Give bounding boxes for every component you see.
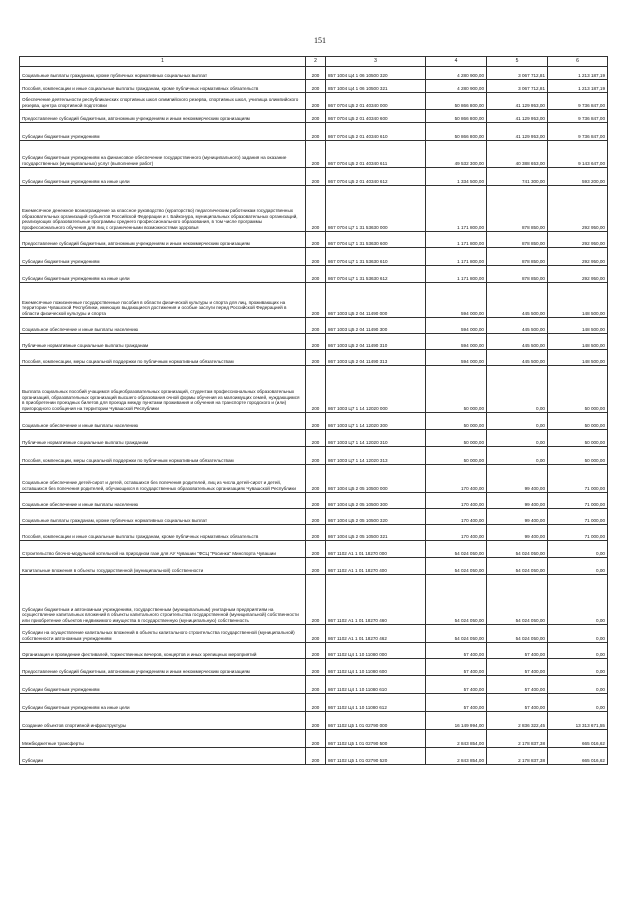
row-description: Субсидии на осуществление капитальных вложений в объекты капитального строительства государственной (муниципальной) собственности автономным учреждениям bbox=[20, 625, 306, 643]
row-remaining-amount: 0,00 bbox=[548, 575, 608, 625]
row-executed-amount: 57 400,00 bbox=[487, 659, 548, 676]
row-description: Предоставление субсидий бюджетным, автономным учреждениям и иным некоммерческим организациям bbox=[20, 232, 306, 248]
row-budget-code: 867 0704 Ц5 2 01 40340 611 bbox=[326, 141, 426, 168]
table-row bbox=[20, 447, 608, 465]
row-executed-amount: 0,00 bbox=[487, 413, 548, 430]
row-remaining-amount: 1 213 187,19 bbox=[548, 80, 608, 93]
header-col-remaining: 6 bbox=[548, 57, 608, 67]
header-col-budget-code: 3 bbox=[326, 57, 426, 67]
row-line-code: 200 bbox=[306, 625, 326, 643]
row-line-code: 200 bbox=[306, 123, 326, 141]
row-executed-amount: 3 067 712,81 bbox=[487, 67, 548, 80]
row-description: Ежемесячное денежное вознаграждение за классное руководство (кураторство) педагогическим работникам государственных образовательных организаций субъектов Российской Федерации и г. Байконура, муниципальных образовательных организаций, реализующих образовательные программы среднего профессионального образования, в том числе программы профессионального обучения для лиц с ограниченными возможностями здоровья bbox=[20, 186, 306, 232]
row-line-code: 200 bbox=[306, 248, 326, 266]
row-line-code: 200 bbox=[306, 659, 326, 676]
row-line-code: 200 bbox=[306, 186, 326, 232]
row-approved-amount: 594 000,00 bbox=[426, 318, 487, 334]
row-description: Пособия, компенсации и иные социальные выплаты гражданам, кроме публичных нормативных обязательств bbox=[20, 525, 306, 541]
row-executed-amount: 741 300,00 bbox=[487, 168, 548, 186]
table-row bbox=[20, 93, 608, 110]
row-executed-amount: 99 400,00 bbox=[487, 493, 548, 509]
row-budget-code: 867 1102 Ц5 1 01 02790 500 bbox=[326, 730, 426, 748]
page-number: 151 bbox=[314, 36, 326, 45]
row-description: Публичные нормативные социальные выплаты гражданам bbox=[20, 334, 306, 350]
row-approved-amount: 50 000,00 bbox=[426, 430, 487, 447]
row-executed-amount: 41 129 953,00 bbox=[487, 123, 548, 141]
row-description: Субсидии bbox=[20, 748, 306, 765]
row-remaining-amount: 0,00 bbox=[548, 694, 608, 712]
row-budget-code: 867 1003 Ц5 2 04 11490 300 bbox=[326, 318, 426, 334]
table-row bbox=[20, 509, 608, 525]
table-row bbox=[20, 123, 608, 141]
table-row bbox=[20, 350, 608, 366]
row-line-code: 200 bbox=[306, 447, 326, 465]
row-executed-amount: 54 024 050,00 bbox=[487, 558, 548, 575]
row-remaining-amount: 292 950,00 bbox=[548, 248, 608, 266]
row-approved-amount: 54 024 050,00 bbox=[426, 625, 487, 643]
row-line-code: 200 bbox=[306, 80, 326, 93]
header-col-description: 1 bbox=[20, 57, 306, 67]
row-line-code: 200 bbox=[306, 366, 326, 413]
row-remaining-amount: 148 500,00 bbox=[548, 318, 608, 334]
row-description: Субсидии бюджетным учреждениям bbox=[20, 123, 306, 141]
table-row bbox=[20, 186, 608, 232]
row-line-code: 200 bbox=[306, 748, 326, 765]
row-executed-amount: 445 500,00 bbox=[487, 350, 548, 366]
row-description: Предоставление субсидий бюджетным, автономным учреждениям и иным некоммерческим организациям bbox=[20, 659, 306, 676]
table-row bbox=[20, 80, 608, 93]
row-description: Субсидии бюджетным учреждениям bbox=[20, 676, 306, 694]
row-line-code: 200 bbox=[306, 430, 326, 447]
row-approved-amount: 2 843 854,00 bbox=[426, 748, 487, 765]
row-executed-amount: 445 500,00 bbox=[487, 318, 548, 334]
row-budget-code: 867 0704 Ц7 1 31 53630 612 bbox=[326, 266, 426, 283]
row-executed-amount: 878 850,00 bbox=[487, 266, 548, 283]
row-budget-code: 867 1003 Ц5 2 04 11490 000 bbox=[326, 283, 426, 318]
row-description: Социальные выплаты гражданам, кроме публичных нормативных социальных выплат bbox=[20, 67, 306, 80]
table-row bbox=[20, 525, 608, 541]
row-line-code: 200 bbox=[306, 110, 326, 123]
row-approved-amount: 54 024 050,00 bbox=[426, 575, 487, 625]
row-description: Создание объектов спортивной инфраструктуры bbox=[20, 712, 306, 730]
row-approved-amount: 2 843 854,00 bbox=[426, 730, 487, 748]
table-row bbox=[20, 748, 608, 765]
row-line-code: 200 bbox=[306, 525, 326, 541]
row-remaining-amount: 292 950,00 bbox=[548, 232, 608, 248]
row-remaining-amount: 50 000,00 bbox=[548, 447, 608, 465]
row-line-code: 200 bbox=[306, 93, 326, 110]
row-line-code: 200 bbox=[306, 266, 326, 283]
row-remaining-amount: 71 000,00 bbox=[548, 509, 608, 525]
row-remaining-amount: 50 000,00 bbox=[548, 366, 608, 413]
row-remaining-amount: 148 500,00 bbox=[548, 350, 608, 366]
row-approved-amount: 50 866 800,00 bbox=[426, 123, 487, 141]
row-description: Социальные выплаты гражданам, кроме публичных нормативных социальных выплат bbox=[20, 509, 306, 525]
row-line-code: 200 bbox=[306, 318, 326, 334]
row-budget-code: 867 1102 А1 1 01 18270 000 bbox=[326, 541, 426, 558]
row-line-code: 200 bbox=[306, 575, 326, 625]
row-budget-code: 867 1102 Ц5 1 01 02790 520 bbox=[326, 748, 426, 765]
row-remaining-amount: 0,00 bbox=[548, 541, 608, 558]
row-line-code: 200 bbox=[306, 558, 326, 575]
row-executed-amount: 445 500,00 bbox=[487, 334, 548, 350]
row-description: Субсидии бюджетным учреждениям bbox=[20, 248, 306, 266]
row-remaining-amount: 9 736 847,00 bbox=[548, 110, 608, 123]
row-approved-amount: 50 000,00 bbox=[426, 447, 487, 465]
row-budget-code: 867 1003 Ц7 1 14 12020 000 bbox=[326, 366, 426, 413]
row-executed-amount: 878 850,00 bbox=[487, 186, 548, 232]
row-remaining-amount: 0,00 bbox=[548, 676, 608, 694]
row-budget-code: 867 1102 Ц4 1 10 11080 600 bbox=[326, 659, 426, 676]
row-budget-code: 867 1102 Ц4 1 10 11080 610 bbox=[326, 676, 426, 694]
row-approved-amount: 594 000,00 bbox=[426, 334, 487, 350]
table-row bbox=[20, 430, 608, 447]
row-approved-amount: 594 000,00 bbox=[426, 283, 487, 318]
header-col-executed: 5 bbox=[487, 57, 548, 67]
table-row bbox=[20, 232, 608, 248]
row-approved-amount: 170 400,00 bbox=[426, 509, 487, 525]
header-col-approved: 4 bbox=[426, 57, 487, 67]
row-description: Социальное обеспечение детей-сирот и детей, оставшихся без попечения родителей, лиц из числа детей-сирот и детей, оставшихся без попечения родителей, обучающихся в государственных образовательных организациях Чувашской Республики bbox=[20, 465, 306, 493]
row-executed-amount: 57 400,00 bbox=[487, 676, 548, 694]
row-description: Межбюджетные трансферты bbox=[20, 730, 306, 748]
table-row bbox=[20, 676, 608, 694]
row-line-code: 200 bbox=[306, 413, 326, 430]
row-remaining-amount: 13 313 671,55 bbox=[548, 712, 608, 730]
row-executed-amount: 878 850,00 bbox=[487, 248, 548, 266]
table-row bbox=[20, 366, 608, 413]
row-budget-code: 867 1102 А1 1 01 18270 462 bbox=[326, 625, 426, 643]
row-remaining-amount: 50 000,00 bbox=[548, 413, 608, 430]
table-row bbox=[20, 712, 608, 730]
table-row bbox=[20, 493, 608, 509]
row-line-code: 200 bbox=[306, 232, 326, 248]
row-description: Пособия, компенсации, меры социальной поддержки по публичным нормативным обязательствам bbox=[20, 447, 306, 465]
row-executed-amount: 2 178 837,38 bbox=[487, 730, 548, 748]
row-line-code: 200 bbox=[306, 350, 326, 366]
table-row bbox=[20, 541, 608, 558]
row-approved-amount: 57 400,00 bbox=[426, 676, 487, 694]
row-description: Субсидии бюджетным и автономным учреждениям, государственным (муниципальным) унитарным предприятиям на осуществление капитальных вложений в объекты капитального строительства государственной (муниципальной) собственности или приобретение объектов недвижимого имущества в государственную (муниципальную) собственность bbox=[20, 575, 306, 625]
table-row bbox=[20, 575, 608, 625]
row-executed-amount: 99 400,00 bbox=[487, 465, 548, 493]
row-remaining-amount: 593 200,00 bbox=[548, 168, 608, 186]
row-budget-code: 867 1004 Ц5 2 05 10500 000 bbox=[326, 465, 426, 493]
row-description: Субсидии бюджетным учреждениям на иные цели bbox=[20, 694, 306, 712]
row-executed-amount: 2 836 322,45 bbox=[487, 712, 548, 730]
table-header-row bbox=[20, 57, 608, 67]
row-budget-code: 867 0704 Ц5 2 01 40340 610 bbox=[326, 123, 426, 141]
row-executed-amount: 0,00 bbox=[487, 430, 548, 447]
row-budget-code: 867 0704 Ц5 2 01 40340 612 bbox=[326, 168, 426, 186]
row-approved-amount: 57 400,00 bbox=[426, 643, 487, 659]
row-approved-amount: 57 400,00 bbox=[426, 659, 487, 676]
row-executed-amount: 99 400,00 bbox=[487, 525, 548, 541]
row-budget-code: 867 0704 Ц5 2 01 40340 600 bbox=[326, 110, 426, 123]
row-description: Строительство блочно-модульной котельной на природном газе для АУ Чувашии "ФСЦ "Росинка" Минспорта Чувашии bbox=[20, 541, 306, 558]
row-remaining-amount: 0,00 bbox=[548, 659, 608, 676]
row-description: Пособия, компенсации и иные социальные выплаты гражданам, кроме публичных нормативных обязательств bbox=[20, 80, 306, 93]
table-row bbox=[20, 248, 608, 266]
table-row bbox=[20, 694, 608, 712]
row-executed-amount: 41 129 953,00 bbox=[487, 93, 548, 110]
row-line-code: 200 bbox=[306, 730, 326, 748]
row-approved-amount: 1 171 800,00 bbox=[426, 232, 487, 248]
row-remaining-amount: 665 016,62 bbox=[548, 748, 608, 765]
row-line-code: 200 bbox=[306, 334, 326, 350]
row-remaining-amount: 665 016,62 bbox=[548, 730, 608, 748]
row-budget-code: 867 1003 Ц5 2 04 11490 313 bbox=[326, 350, 426, 366]
table-row bbox=[20, 67, 608, 80]
row-line-code: 200 bbox=[306, 465, 326, 493]
row-approved-amount: 1 334 500,00 bbox=[426, 168, 487, 186]
row-executed-amount: 54 024 050,00 bbox=[487, 575, 548, 625]
row-budget-code: 867 1102 Ц5 1 01 02790 000 bbox=[326, 712, 426, 730]
row-remaining-amount: 0,00 bbox=[548, 625, 608, 643]
row-remaining-amount: 1 213 187,19 bbox=[548, 67, 608, 80]
table-row bbox=[20, 266, 608, 283]
row-executed-amount: 445 500,00 bbox=[487, 283, 548, 318]
row-remaining-amount: 148 500,00 bbox=[548, 334, 608, 350]
row-description: Ежемесячные пожизненные государственные пособия в области физической культуры и спорта для лиц, проживающих на территории Чувашской Республики, имеющих выдающиеся достижения и особые заслуги перед Российской Федерацией в области физической культуры и спорта bbox=[20, 283, 306, 318]
row-budget-code: 867 1004 Ц5 2 05 10500 321 bbox=[326, 525, 426, 541]
row-approved-amount: 1 171 800,00 bbox=[426, 266, 487, 283]
row-executed-amount: 57 400,00 bbox=[487, 694, 548, 712]
row-budget-code: 867 1003 Ц7 1 14 12020 310 bbox=[326, 430, 426, 447]
row-budget-code: 867 1003 Ц7 1 14 12020 300 bbox=[326, 413, 426, 430]
row-executed-amount: 3 067 712,81 bbox=[487, 80, 548, 93]
table-row bbox=[20, 659, 608, 676]
table-row bbox=[20, 318, 608, 334]
row-approved-amount: 4 280 900,00 bbox=[426, 80, 487, 93]
row-approved-amount: 54 024 050,00 bbox=[426, 541, 487, 558]
row-description: Пособия, компенсации, меры социальной поддержки по публичным нормативным обязательствам bbox=[20, 350, 306, 366]
table-body bbox=[20, 67, 608, 765]
row-line-code: 200 bbox=[306, 541, 326, 558]
row-line-code: 200 bbox=[306, 283, 326, 318]
row-executed-amount: 878 850,00 bbox=[487, 232, 548, 248]
row-approved-amount: 50 866 800,00 bbox=[426, 93, 487, 110]
row-description: Публичные нормативные социальные выплаты гражданам bbox=[20, 430, 306, 447]
row-line-code: 200 bbox=[306, 67, 326, 80]
row-budget-code: 867 1004 Ц5 2 05 10500 300 bbox=[326, 493, 426, 509]
row-description: Социальное обеспечение и иные выплаты населению bbox=[20, 413, 306, 430]
row-approved-amount: 1 171 800,00 bbox=[426, 186, 487, 232]
row-description: Субсидии бюджетным учреждениям на иные цели bbox=[20, 168, 306, 186]
row-line-code: 200 bbox=[306, 493, 326, 509]
row-executed-amount: 54 024 050,00 bbox=[487, 541, 548, 558]
row-remaining-amount: 292 950,00 bbox=[548, 266, 608, 283]
row-budget-code: 867 1003 Ц7 1 14 12020 313 bbox=[326, 447, 426, 465]
row-remaining-amount: 9 736 847,00 bbox=[548, 93, 608, 110]
header-col-line-code: 2 bbox=[306, 57, 326, 67]
table-row bbox=[20, 465, 608, 493]
table-row bbox=[20, 110, 608, 123]
row-line-code: 200 bbox=[306, 676, 326, 694]
row-budget-code: 867 0704 Ц7 1 31 53630 600 bbox=[326, 232, 426, 248]
table-row bbox=[20, 558, 608, 575]
row-remaining-amount: 50 000,00 bbox=[548, 430, 608, 447]
row-remaining-amount: 292 950,00 bbox=[548, 186, 608, 232]
table-row bbox=[20, 334, 608, 350]
row-remaining-amount: 0,00 bbox=[548, 558, 608, 575]
row-approved-amount: 50 000,00 bbox=[426, 366, 487, 413]
row-approved-amount: 170 400,00 bbox=[426, 493, 487, 509]
row-line-code: 200 bbox=[306, 509, 326, 525]
row-budget-code: 867 1102 Ц4 1 10 11080 000 bbox=[326, 643, 426, 659]
table-row bbox=[20, 168, 608, 186]
row-budget-code: 867 1102 Ц4 1 10 11080 612 bbox=[326, 694, 426, 712]
row-remaining-amount: 0,00 bbox=[548, 643, 608, 659]
table-row bbox=[20, 141, 608, 168]
row-executed-amount: 57 400,00 bbox=[487, 643, 548, 659]
row-budget-code: 867 1102 А1 1 01 18270 460 bbox=[326, 575, 426, 625]
table-row bbox=[20, 730, 608, 748]
row-executed-amount: 54 024 050,00 bbox=[487, 625, 548, 643]
row-approved-amount: 4 280 900,00 bbox=[426, 67, 487, 80]
table-row bbox=[20, 413, 608, 430]
table-row bbox=[20, 625, 608, 643]
row-approved-amount: 16 149 994,00 bbox=[426, 712, 487, 730]
row-budget-code: 857 1004 Ц4 1 06 10500 321 bbox=[326, 80, 426, 93]
table-row bbox=[20, 283, 608, 318]
row-executed-amount: 2 178 837,38 bbox=[487, 748, 548, 765]
row-approved-amount: 54 024 050,00 bbox=[426, 558, 487, 575]
row-line-code: 200 bbox=[306, 712, 326, 730]
row-approved-amount: 594 000,00 bbox=[426, 350, 487, 366]
row-executed-amount: 99 400,00 bbox=[487, 509, 548, 525]
row-description: Выплата социальных пособий учащимся общеобразовательных организаций, студентам профессиональных образовательных организаций, образовательных организаций высшего образования очной формы обучения из малоимущих семей, нуждающимся в приобретении проездных билетов для проезда между пунктами проживания и обучения на транспорте городского и (или) пригородного сообщения на территории Чувашской Республики bbox=[20, 366, 306, 413]
row-approved-amount: 49 532 300,00 bbox=[426, 141, 487, 168]
row-budget-code: 867 0704 Ц7 1 31 53630 610 bbox=[326, 248, 426, 266]
row-line-code: 200 bbox=[306, 168, 326, 186]
row-description: Социальное обеспечение и иные выплаты населению bbox=[20, 318, 306, 334]
row-executed-amount: 40 388 653,00 bbox=[487, 141, 548, 168]
row-description: Субсидии бюджетным учреждениям на иные цели bbox=[20, 266, 306, 283]
row-description: Обеспечение деятельности республиканских спортивных школ олимпийского резерва, спортивных школ, училища олимпийского резерва, центра спортивной подготовки bbox=[20, 93, 306, 110]
row-budget-code: 867 1003 Ц5 2 04 11490 310 bbox=[326, 334, 426, 350]
budget-execution-table bbox=[19, 56, 608, 765]
row-description: Социальное обеспечение и иные выплаты населению bbox=[20, 493, 306, 509]
row-executed-amount: 41 129 953,00 bbox=[487, 110, 548, 123]
row-description: Капитальные вложения в объекты государственной (муниципальной) собственности bbox=[20, 558, 306, 575]
row-description: Субсидии бюджетным учреждениям на финансовое обеспечение государственного (муниципального) задания на оказание государственных (муниципальных) услуг (выполнение работ) bbox=[20, 141, 306, 168]
row-line-code: 200 bbox=[306, 643, 326, 659]
row-executed-amount: 0,00 bbox=[487, 447, 548, 465]
row-remaining-amount: 9 143 647,00 bbox=[548, 141, 608, 168]
row-budget-code: 867 0704 Ц7 1 31 53630 000 bbox=[326, 186, 426, 232]
row-budget-code: 867 0704 Ц5 2 01 40340 000 bbox=[326, 93, 426, 110]
row-line-code: 200 bbox=[306, 694, 326, 712]
row-approved-amount: 50 000,00 bbox=[426, 413, 487, 430]
table-row bbox=[20, 643, 608, 659]
row-description: Организация и проведение фестивалей, торжественных вечеров, концертов и иных зрелищных мероприятий bbox=[20, 643, 306, 659]
row-budget-code: 867 1004 Ц5 2 05 10500 320 bbox=[326, 509, 426, 525]
row-approved-amount: 50 866 800,00 bbox=[426, 110, 487, 123]
row-budget-code: 857 1004 Ц4 1 06 10500 320 bbox=[326, 67, 426, 80]
row-remaining-amount: 71 000,00 bbox=[548, 465, 608, 493]
row-line-code: 200 bbox=[306, 141, 326, 168]
row-approved-amount: 57 400,00 bbox=[426, 694, 487, 712]
row-remaining-amount: 71 000,00 bbox=[548, 493, 608, 509]
row-budget-code: 867 1102 А1 1 01 18270 400 bbox=[326, 558, 426, 575]
row-description: Предоставление субсидий бюджетным, автономным учреждениям и иным некоммерческим организациям bbox=[20, 110, 306, 123]
row-approved-amount: 170 400,00 bbox=[426, 465, 487, 493]
row-remaining-amount: 9 736 847,00 bbox=[548, 123, 608, 141]
row-approved-amount: 1 171 800,00 bbox=[426, 248, 487, 266]
row-approved-amount: 170 400,00 bbox=[426, 525, 487, 541]
row-executed-amount: 0,00 bbox=[487, 366, 548, 413]
row-remaining-amount: 71 000,00 bbox=[548, 525, 608, 541]
row-remaining-amount: 148 500,00 bbox=[548, 283, 608, 318]
